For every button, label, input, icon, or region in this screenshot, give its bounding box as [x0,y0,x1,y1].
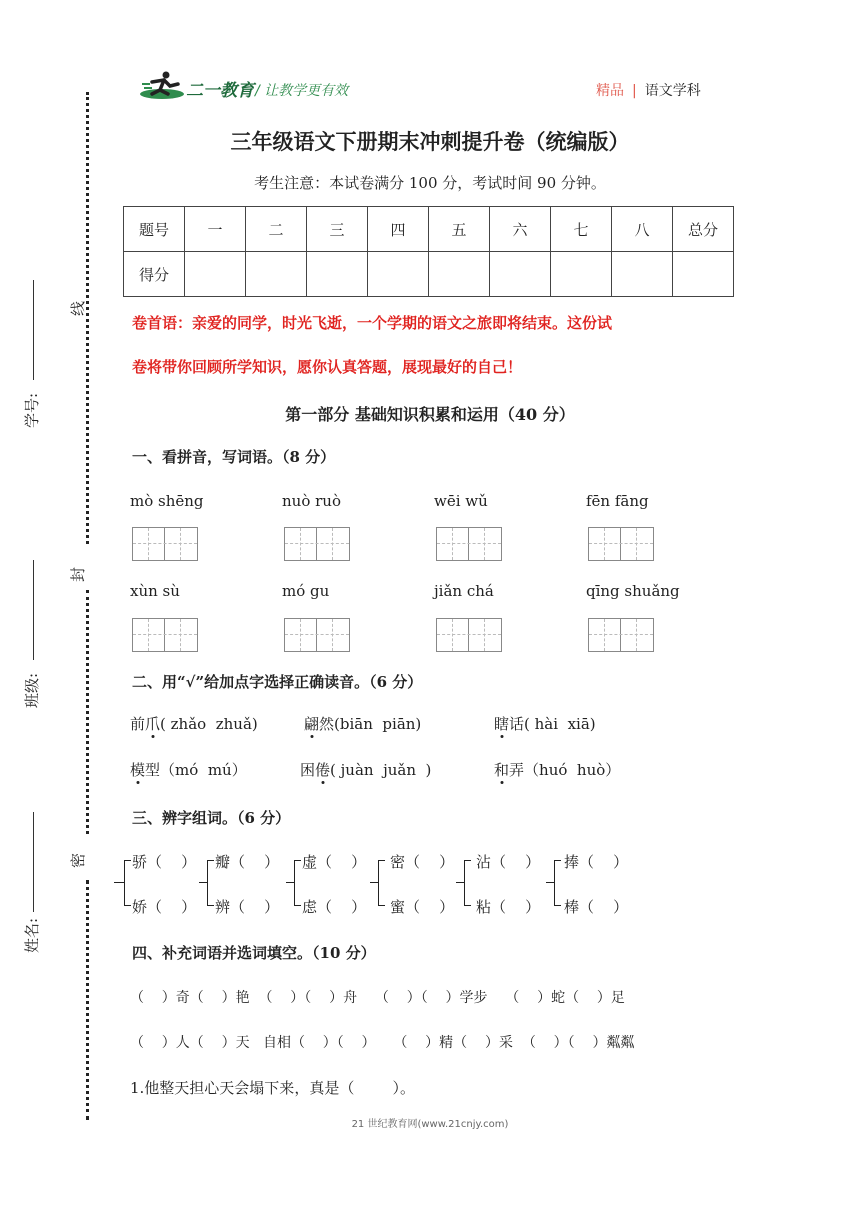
word-pair-top[interactable]: 骄（ ） [132,853,197,871]
brace [464,860,471,906]
dotted-char: 倦 [315,761,331,779]
reading-item[interactable] [494,759,620,780]
brand-logo [138,70,186,104]
writing-grid[interactable] [588,527,654,561]
brace [554,860,561,906]
pinyin: qīng shuǎng [586,582,680,600]
item-char: 弄 [509,761,525,779]
brace-stem [546,882,554,883]
word-pair-bottom[interactable]: 棒（ ） [564,898,629,916]
pinyin: wēi wǔ [434,492,488,510]
section-1-title: 一、看拼音，写词语。（8 分） [132,448,336,466]
student-id-line [33,280,34,380]
table-row [124,252,734,297]
word-pair-bottom[interactable]: 虑（ ） [302,898,367,916]
score-input-cell[interactable] [612,252,673,297]
slogan: / 让教学更有效 [255,83,349,99]
table-cell: 七 [551,207,612,252]
table-cell: 得分 [124,252,185,297]
pinyin: nuò ruò [282,492,341,510]
brand-name: 二一教育 [186,81,254,101]
reading-item[interactable] [300,759,431,780]
table-cell: 二 [246,207,307,252]
question-1[interactable]: 1.他整天担心天会塌下来，真是（ ）。 [130,1079,415,1097]
word-pair-bottom[interactable]: 粘（ ） [476,898,541,916]
writing-grid[interactable] [284,618,350,652]
binding-dotted-line [86,880,89,1120]
item-char: 困 [300,761,316,779]
pinyin-options: ( hài xiā) [524,715,596,733]
brace-stem [370,882,378,883]
brace-stem [286,882,294,883]
seal-line-char: 线 [69,300,88,317]
brace-stem [199,882,207,883]
pinyin: mó gu [282,582,330,600]
pinyin-options: ( juàn juǎn ) [330,761,432,779]
brace-stem [114,882,124,883]
pinyin: fēn fāng [586,492,649,510]
writing-grid[interactable] [132,527,198,561]
quality-label: 精品 [596,83,624,99]
reading-item[interactable] [304,713,421,734]
pinyin: mò shēng [130,492,204,510]
student-id-label: 学号: [23,392,42,429]
binding-dotted-line [86,92,89,544]
word-pair-top[interactable]: 捧（ ） [564,853,629,871]
writing-grid[interactable] [132,618,198,652]
pinyin-options: ( zhǎo zhuǎ) [160,715,258,733]
score-input-cell[interactable] [185,252,246,297]
brace [207,860,214,906]
seal-secret-char: 密 [69,852,88,869]
seal-seal-char: 封 [69,566,88,583]
page-title: 三年级语文下册期末冲刺提升卷（统编版） [230,129,630,154]
preface-line-1: 卷首语：亲爱的同学，时光飞逝，一个学期的语文之旅即将结束。这份试 [132,314,613,332]
section-2-title: 二、用“√”给加点字选择正确读音。（6 分） [132,673,423,691]
header-right [596,80,701,100]
dotted-char: 瞎 [494,715,510,733]
exam-notice: 考生注意：本试卷满分 100 分，考试时间 90 分钟。 [254,174,606,192]
runner-logo-icon [138,70,186,100]
reading-item[interactable] [494,713,596,734]
item-char: 然 [319,715,335,733]
word-pair-bottom[interactable]: 辨（ ） [215,898,280,916]
word-pair-bottom[interactable]: 娇（ ） [132,898,197,916]
pinyin: jiǎn chá [434,582,494,600]
score-input-cell[interactable] [246,252,307,297]
score-input-cell[interactable] [673,252,734,297]
subject-label: 语文学科 [644,83,701,99]
header-separator: | [632,83,637,99]
score-input-cell[interactable] [551,252,612,297]
table-cell: 题号 [124,207,185,252]
preface-line-2: 卷将带你回顾所学知识，愿你认真答题，展现最好的自己！ [132,358,523,376]
pinyin-options: （huó huò） [524,761,621,779]
word-pair-bottom[interactable]: 蜜（ ） [390,898,455,916]
writing-grid[interactable] [588,618,654,652]
reading-item[interactable] [130,713,258,734]
item-char: 话 [509,715,525,733]
pinyin: xùn sù [130,582,180,600]
brace [378,860,385,906]
brace-stem [456,882,464,883]
writing-grid[interactable] [436,618,502,652]
table-row [124,207,734,252]
word-pair-top[interactable]: 虚（ ） [302,853,367,871]
table-cell: 总分 [673,207,734,252]
word-pair-top[interactable]: 瓣（ ） [215,853,280,871]
class-label: 班级: [23,672,42,709]
score-table [123,206,734,297]
score-input-cell[interactable] [307,252,368,297]
section-3-title: 三、辨字组词。（6 分） [132,809,291,827]
dotted-char: 模 [130,761,146,779]
dotted-char: 和 [494,761,510,779]
item-char: 型 [145,761,161,779]
table-cell: 四 [368,207,429,252]
word-pair-top[interactable]: 沾（ ） [476,853,541,871]
table-cell: 五 [429,207,490,252]
brace [294,860,301,906]
name-line [33,812,34,912]
score-input-cell[interactable] [429,252,490,297]
table-cell: 六 [490,207,551,252]
footer-source: 21 世纪教育网(www.21cnjy.com) [351,1119,509,1130]
dotted-char: 翩 [304,715,320,733]
part-title: 第一部分 基础知识积累和运用（40 分） [285,405,575,424]
name-label: 姓名: [23,917,42,954]
word-pair-top[interactable]: 密（ ） [390,853,455,871]
item-char: 前 [130,715,146,733]
score-input-cell[interactable] [490,252,551,297]
dotted-char: 爪 [145,715,161,733]
idiom-fill-row-1[interactable]: （ ）奇（ ）艳 （ ）（ ）舟 （ ）（ ）学步 （ ）蛇（ ）足 [130,990,625,1006]
reading-item[interactable] [130,759,247,780]
writing-grid[interactable] [284,527,350,561]
idiom-fill-row-2[interactable]: （ ）人（ ）天 自相（ ）（ ） （ ）精（ ）采 （ ）（ ）粼粼 [130,1035,635,1051]
brace [124,860,131,906]
class-line [33,560,34,660]
table-cell: 三 [307,207,368,252]
table-cell: 八 [612,207,673,252]
binding-dotted-line [86,590,89,834]
writing-grid[interactable] [436,527,502,561]
pinyin-options: （mó mú） [160,761,247,779]
table-cell: 一 [185,207,246,252]
score-input-cell[interactable] [368,252,429,297]
section-4-title: 四、补充词语并选词填空。（10 分） [132,944,376,962]
pinyin-options: (biān piān) [334,715,422,733]
